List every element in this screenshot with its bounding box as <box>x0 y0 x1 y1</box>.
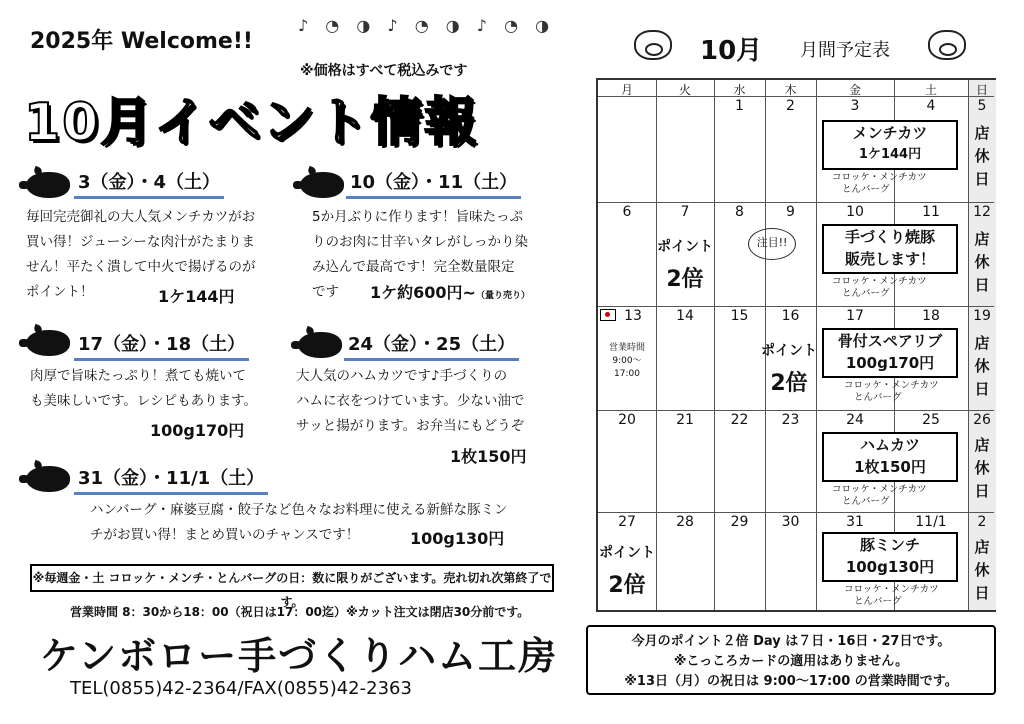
day-number: 27 <box>618 514 636 530</box>
calendar-title: 月間予定表 <box>800 40 890 61</box>
tax-note: ※価格はすべて税込みです <box>300 63 468 79</box>
day-number: 2 <box>786 98 795 114</box>
pig-icon <box>26 172 70 198</box>
day-number: 17 <box>846 308 864 324</box>
tel-fax: TEL(0855)42-2364/FAX(0855)42-2363 <box>70 678 412 699</box>
day-number: 12 <box>973 204 991 220</box>
closed-day-label: 店休日 <box>974 124 990 188</box>
day-number: 9 <box>786 204 795 220</box>
event-description: ハンバーグ・麻婆豆腐・餃子など色々なお料理に使える新鮮な豚ミン チがお買い得！まとめ買いのチャンスです！ <box>90 502 508 543</box>
event-date: 31（金）・11/1（土） <box>74 464 268 495</box>
day-number: 3 <box>850 98 860 114</box>
day-number: 31 <box>846 514 864 530</box>
day-number: 5 <box>977 98 987 114</box>
event-price: 100g130円 <box>410 529 505 548</box>
event-description: 肉厚で旨味たっぷり！煮ても焼いて も美味しいです。レシピもあります。 <box>30 368 258 409</box>
day-number: 20 <box>618 412 636 428</box>
decorative-birds-icon: ♪ ◔ ◑ ♪ ◔ ◑ ♪ ◔ ◑ <box>298 16 556 35</box>
closed-day-label: 店休日 <box>974 436 990 500</box>
pig-icon <box>300 172 344 198</box>
weekday-header: 水 <box>733 83 746 97</box>
highlight-bubble: 注目!! <box>748 228 796 260</box>
special-sale-box: メンチカツ 1ケ144円 <box>822 120 958 170</box>
event-date: 10（金）・11（土） <box>346 168 521 199</box>
closed-day-label: 店休日 <box>974 230 990 294</box>
pig-face-icon <box>928 30 966 60</box>
day-number: 19 <box>973 308 991 324</box>
day-number: 24 <box>846 412 864 428</box>
day-number: 15 <box>730 308 749 324</box>
event-description: 毎回完売御礼の大人気メンチカツがお 買い得！ジューシーな肉汁がたまりま せん！平たく潰して中火で揚げるのが ポイント！ <box>26 209 256 300</box>
day-number: 7 <box>680 204 690 220</box>
day-number: 18 <box>922 308 940 324</box>
year-welcome: 2025年 Welcome!! <box>30 29 253 54</box>
weekday-header: 金 <box>848 83 861 97</box>
special-sale-box: 骨付スペアリブ 100g170円 <box>822 328 958 378</box>
day-number: 26 <box>973 412 991 428</box>
day-number: 1 <box>735 98 744 114</box>
event-description: 大人気のハムカツです♪手づくりの ハムに衣をつけています。少ない油で サッと揚がります。お弁当にもどうぞ <box>296 368 525 434</box>
day-number: 16 <box>781 308 800 324</box>
day-number: 29 <box>730 514 749 530</box>
page-title: 10月イベント情報 <box>24 93 479 153</box>
day-number: 2 <box>977 514 987 530</box>
day-number: 13 <box>624 308 642 324</box>
day-number: 10 <box>846 204 864 220</box>
special-sale-box: 手づくり焼豚 販売します！ <box>822 224 958 274</box>
point-double: ポイント 2倍 <box>599 545 655 598</box>
weekday-header: 月 <box>620 83 633 97</box>
pig-face-icon <box>634 30 672 60</box>
day-number: 21 <box>676 412 694 428</box>
sub-note: コロッケ・メンチカツ とんバーグ <box>832 484 927 507</box>
weekly-notice: ※毎週金・土 コロッケ・メンチ・とんバーグの日：数に限りがございます。売れ切れ次第終了です。 <box>30 564 554 592</box>
day-number: 8 <box>735 204 744 220</box>
special-sale-box: ハムカツ 1枚150円 <box>822 432 958 482</box>
calendar-month: 10月 <box>700 36 763 66</box>
shop-name: ケンボロー手づくりハム工房 <box>40 634 559 678</box>
event-description: 5か月ぶりに作ります！旨味たっぷ りのお肉に甘辛いタレがしっかり染 み込んで最高です！完全数量限定 です <box>312 209 528 300</box>
business-hours: 営業時間 8：30から18：00（祝日は17：00迄）※カット注文は閉店30分前です。 <box>70 605 530 619</box>
closed-day-label: 店休日 <box>974 538 990 602</box>
sub-note: コロッケ・メンチカツ とんバーグ <box>844 380 939 403</box>
day-number: 22 <box>730 412 749 428</box>
monthly-calendar <box>596 78 996 612</box>
weekday-header: 土 <box>924 83 937 97</box>
pig-icon <box>298 332 342 358</box>
day-number: 30 <box>781 514 800 530</box>
point-double: ポイント 2倍 <box>657 239 713 292</box>
special-sale-box: 豚ミンチ 100g130円 <box>822 532 958 582</box>
day-number: 4 <box>926 98 936 114</box>
sub-note: コロッケ・メンチカツ とんバーグ <box>832 172 927 195</box>
weekday-header: 日 <box>975 83 988 97</box>
point-day-notice: 今月のポイント２倍 Day は７日・16日・27日です。 ※こっころカードの適用はありません。 ※13日（月）の祝日は 9:00～17:00 の営業時間です。 <box>586 625 996 695</box>
day-number: 11 <box>922 204 940 220</box>
holiday-hours: 営業時間 9:00～ 17:00 <box>608 343 645 379</box>
weekday-header: 木 <box>784 83 797 97</box>
day-number: 28 <box>676 514 694 530</box>
day-number: 14 <box>676 308 694 324</box>
pig-icon <box>26 330 70 356</box>
sub-note: コロッケ・メンチカツ とんバーグ <box>844 584 939 607</box>
event-date: 24（金）・25（土） <box>344 330 519 361</box>
event-date: 17（金）・18（土） <box>74 330 249 361</box>
event-price: 1枚150円 <box>450 447 527 466</box>
event-price: 100g170円 <box>150 421 245 440</box>
closed-day-label: 店休日 <box>974 334 990 398</box>
point-double: ポイント 2倍 <box>761 343 817 396</box>
event-price: 1ケ144円 <box>158 287 235 306</box>
day-number: 6 <box>622 204 632 220</box>
weekday-header: 火 <box>678 83 691 97</box>
event-price: 1ケ約600円~（量り売り） <box>370 283 530 302</box>
sub-note: コロッケ・メンチカツ とんバーグ <box>832 276 927 299</box>
day-number: 25 <box>922 412 940 428</box>
day-number: 23 <box>781 412 800 428</box>
event-date: 3（金）・4（土） <box>74 168 224 199</box>
day-number: 11/1 <box>915 514 947 530</box>
pig-icon <box>26 466 70 492</box>
